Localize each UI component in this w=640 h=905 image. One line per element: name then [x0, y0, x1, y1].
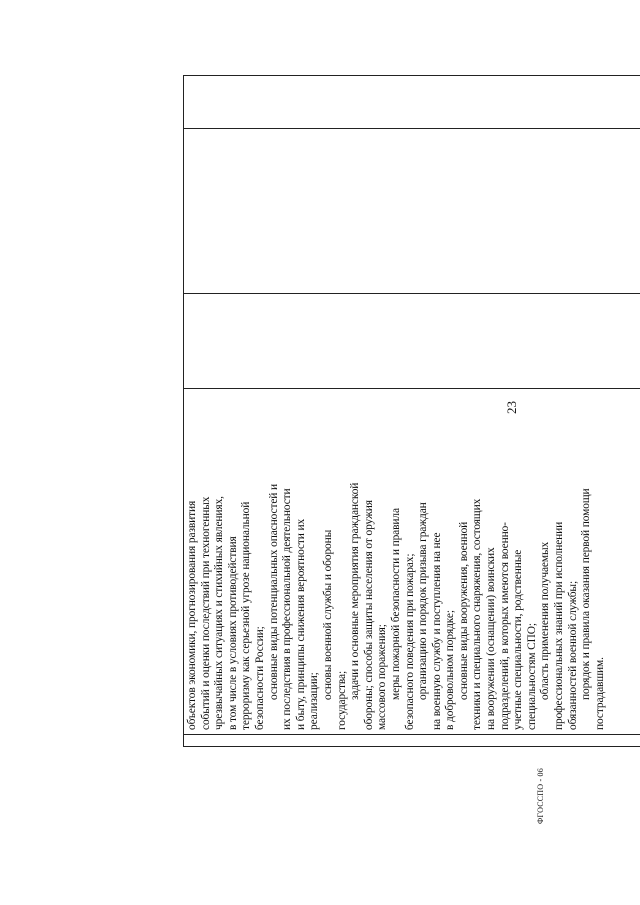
content-line: чрезвычайных ситуациях и стихийных явлениях,	[213, 496, 226, 730]
content-line: безопасности России;	[253, 626, 266, 730]
content-line: в том числе в условиях противодействия	[226, 536, 239, 730]
table	[183, 75, 640, 747]
content-line: меры пожарной безопасности и правила	[389, 508, 402, 700]
content-line: учетные специальности, родственные	[512, 549, 525, 730]
content-line: безопасного поведения при пожарах;	[403, 553, 416, 730]
content-line: объектов экономики, прогнозирования развития	[186, 500, 198, 730]
content-line: основы военной службы и обороны	[321, 529, 334, 700]
content-line: обороны; способы защиты населения от оружия	[362, 500, 375, 730]
content-line: событий и оценки последствий при техногенных	[199, 496, 212, 730]
table-column-5	[184, 76, 640, 128]
content-line: основные виды потенциальных опасностей и	[267, 483, 280, 700]
content-line: подразделений, в которых имеются военно-	[498, 522, 511, 730]
content-line: терроризму как серьезной угрозе национальной	[240, 501, 253, 730]
rotated-page	[90, 62, 606, 842]
content-line: на вооружении (оснащении) воинских	[485, 547, 498, 730]
table-column-3	[184, 293, 640, 388]
footer-code: ФГОССПО - 06	[536, 768, 545, 824]
content-line: основные виды вооружения, военной	[457, 521, 470, 700]
content-line: специальностям СПО;	[525, 622, 538, 730]
content-line: пострадавшим.	[593, 657, 606, 730]
table-column-4	[184, 128, 640, 293]
content-line: и быту, принципы снижения вероятности их	[294, 518, 307, 730]
table-column-1	[184, 734, 640, 746]
content-line: реализации;	[308, 672, 321, 730]
content-line: массового поражения;	[376, 624, 389, 730]
content-line: организацию и порядок призыва граждан	[417, 502, 430, 700]
content-line: в добровольном порядке;	[444, 610, 457, 730]
content-line: задачи и основные мероприятия гражданской	[349, 482, 362, 700]
content-line: на военную службу и поступления на нее	[430, 532, 443, 730]
content-line: техники и специального снаряжения, состоящих	[471, 498, 484, 730]
content-line: порядок и правила оказания первой помощи	[580, 488, 593, 700]
content-line: профессиональных знаний при исполнении	[553, 521, 566, 730]
content-line: государства;	[335, 670, 348, 730]
content-line: область применения получаемых	[539, 541, 552, 700]
content-list	[184, 389, 607, 734]
table-column-2	[184, 388, 640, 734]
page-number: 23	[504, 401, 519, 414]
content-line: их последствия в профессиональной деятельности	[281, 488, 294, 730]
content-line: обязанностей военной службы;	[566, 580, 579, 730]
